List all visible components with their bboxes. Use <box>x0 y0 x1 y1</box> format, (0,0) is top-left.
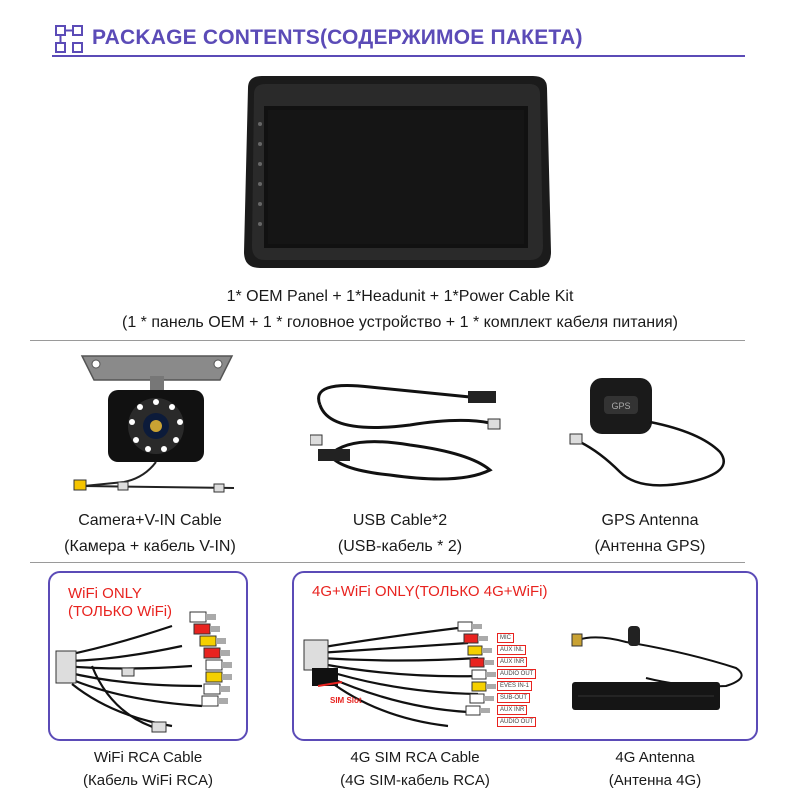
4g-antenna-caption-en: 4G Antenna <box>615 749 695 766</box>
camera-image <box>64 350 250 500</box>
port-label: AUDIO OUT <box>497 669 536 679</box>
port-label: AUX INR <box>497 705 527 715</box>
main-caption-en: 1* OEM Panel + 1*Headunit + 1*Power Cable Kit <box>226 288 574 305</box>
usb-caption-en: USB Cable*2 <box>352 512 448 529</box>
divider-top <box>30 340 745 341</box>
camera-caption-en: Camera+V-IN Cable <box>78 512 222 529</box>
wifi-rca-cable-image <box>52 606 244 736</box>
header-underline <box>52 55 745 57</box>
camera-caption-ru: (Камера + кабель V-IN) <box>64 538 236 555</box>
usb-caption-ru: (USB-кабель * 2) <box>337 538 463 555</box>
svg-text:GPS: GPS <box>611 401 631 411</box>
wifi-cable-caption-en: WiFi RCA Cable <box>93 749 203 766</box>
main-caption-ru: (1 * панель OEM + 1 * головное устройство + 1 * комплект кабеля питания) <box>121 314 678 331</box>
gps-caption-en: GPS Antenna <box>601 512 699 529</box>
port-label: AUX INL <box>497 645 526 655</box>
divider-bottom <box>30 562 745 563</box>
grid-icon <box>54 24 84 54</box>
4g-antenna-image <box>566 618 752 734</box>
gps-antenna-image <box>560 372 740 498</box>
4g-cable-caption-ru: (4G SIM-кабель RCA) <box>340 772 490 789</box>
port-label: AUDIO OUT <box>497 717 536 727</box>
port-label: MIC <box>497 633 514 643</box>
port-label: EVES IN-1 <box>497 681 532 691</box>
port-label: AUX INR <box>497 657 527 667</box>
4g-antenna-caption-ru: (Антенна 4G) <box>608 772 702 789</box>
gps-caption-ru: (Антенна GPS) <box>594 538 706 555</box>
4g-cable-caption-en: 4G SIM RCA Cable <box>350 749 480 766</box>
head-unit-image <box>240 74 555 274</box>
sim-slot-label: SIM Slot <box>330 696 362 705</box>
wifi-tag-line1: WiFi ONLY <box>68 585 142 602</box>
port-label: SUB-OUT <box>497 693 530 703</box>
page-title: PACKAGE CONTENTS(СОДЕРЖИМОЕ ПАКЕТА) <box>92 26 583 49</box>
usb-cables-image <box>310 375 510 485</box>
4g-tag: 4G+WiFi ONLY(ТОЛЬКО 4G+WiFi) <box>312 583 548 600</box>
wifi-tag-line2: (ТОЛЬКО WiFi) <box>68 603 173 620</box>
wifi-cable-caption-ru: (Кабель WiFi RCA) <box>83 772 213 789</box>
